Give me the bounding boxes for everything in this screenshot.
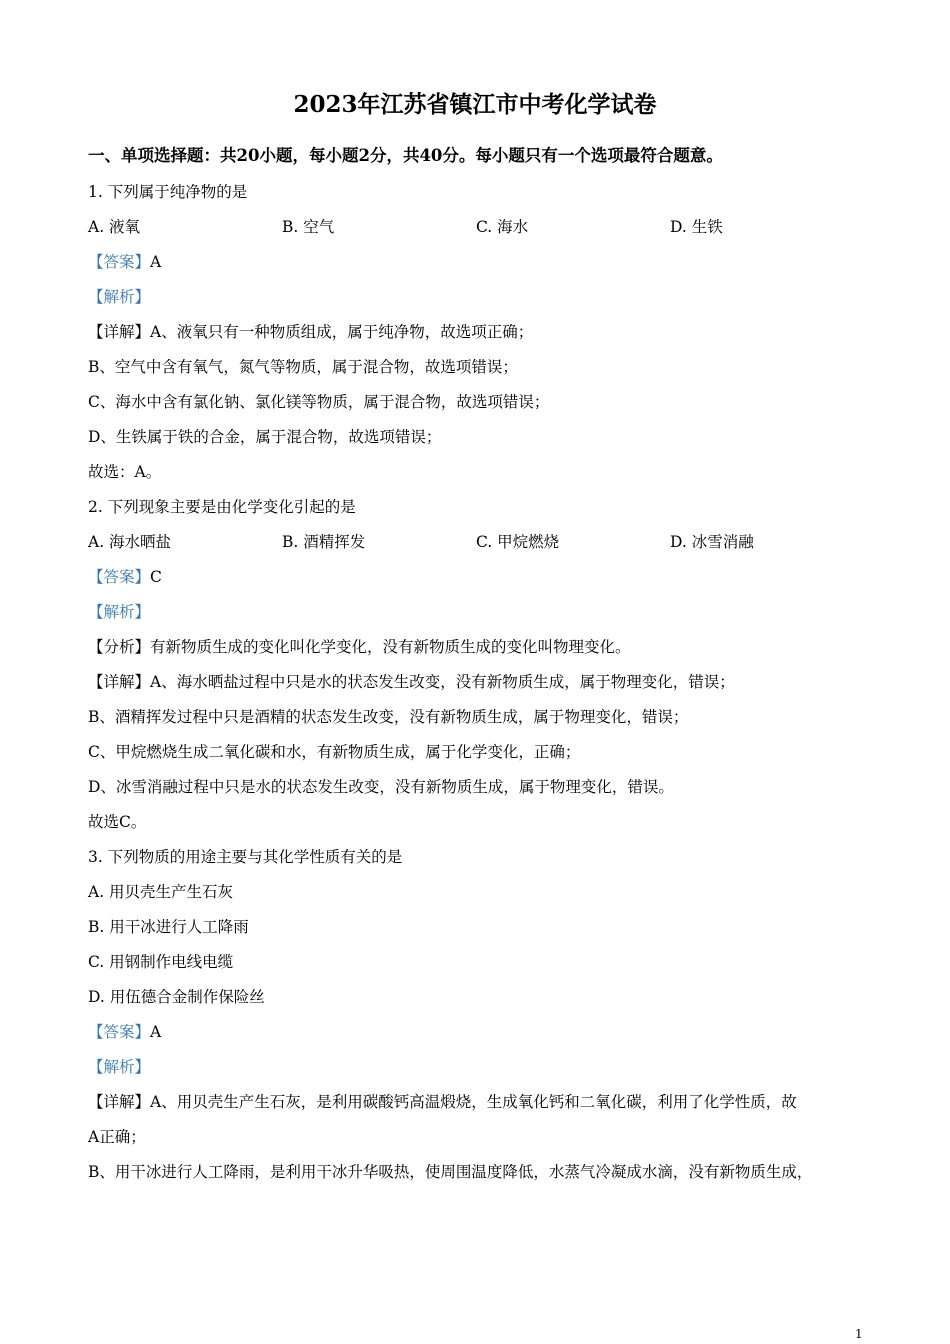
fenxi-text: 有新物质生成的变化叫化学变化，没有新物质生成的变化叫物理变化。: [150, 638, 631, 656]
q1-option-c: C. 海水: [476, 218, 529, 236]
q2-conclusion: 故选C。: [88, 813, 147, 831]
q3-option-d: D. 用伍德合金制作保险丝: [88, 988, 265, 1006]
detail-text: A、海水晒盐过程中只是水的状态发生改变，没有新物质生成，属于物理变化，错误；: [150, 673, 735, 691]
q1-detail: [88, 320, 533, 344]
q2-option-c: C. 甲烷燃烧: [476, 533, 560, 551]
q2-detail: [88, 670, 735, 694]
fenxi-tag: 【分析】: [88, 638, 151, 656]
answer-value: A: [150, 253, 162, 271]
q2-option-b: B. 酒精挥发: [282, 533, 366, 551]
q2-answer: [88, 565, 162, 589]
q1-line-b: B、空气中含有氧气，氮气等物质，属于混合物，故选项错误；: [88, 358, 518, 376]
section-heading: 一、单项选择题：共20小题，每小题2分，共40分。每小题只有一个选项最符合题意。: [88, 146, 723, 165]
answer-value: C: [150, 568, 162, 586]
q3-option-c: C. 用钢制作电线电缆: [88, 953, 234, 971]
q1-conclusion: 故选：A。: [88, 463, 162, 481]
detail-tag: 【详解】: [88, 323, 151, 341]
q3-detail: [88, 1090, 797, 1114]
q2-line-c: C、甲烷燃烧生成二氧化碳和水，有新物质生成，属于化学变化，正确；: [88, 743, 581, 761]
question-1-stem: 1. 下列属于纯净物的是: [88, 183, 248, 201]
page-title: 2023年江苏省镇江市中考化学试卷: [293, 91, 657, 118]
detail-tag: 【详解】: [88, 673, 151, 691]
q2-option-a: A. 海水晒盐: [88, 533, 172, 551]
question-2-stem: 2. 下列现象主要是由化学变化引起的是: [88, 498, 356, 516]
q1-option-a: A. 液氧: [88, 218, 141, 236]
q3-option-b: B. 用干冰进行人工降雨: [88, 918, 249, 936]
q3-analysis-tag: 【解析】: [88, 1058, 151, 1076]
q1-answer: [88, 250, 161, 274]
q2-line-b: B、酒精挥发过程中只是酒精的状态发生改变，没有新物质生成，属于物理变化，错误；: [88, 708, 689, 726]
q1-option-b: B. 空气: [282, 218, 335, 236]
detail-tag: 【详解】: [88, 1093, 151, 1111]
q1-option-d: D. 生铁: [670, 218, 723, 236]
q2-line-d: D、冰雪消融过程中只是水的状态发生改变，没有新物质生成，属于物理变化，错误。: [88, 778, 674, 796]
q2-analysis-tag: 【解析】: [88, 603, 151, 621]
answer-value: A: [150, 1023, 162, 1041]
q3-option-a: A. 用贝壳生产生石灰: [88, 883, 234, 901]
q3-line-a-cont: A正确；: [88, 1128, 146, 1146]
answer-tag: 【答案】: [88, 568, 151, 586]
answer-tag: 【答案】: [88, 253, 151, 271]
question-3-stem: 3. 下列物质的用途主要与其化学性质有关的是: [88, 848, 403, 866]
page-number: 1: [855, 1327, 863, 1341]
answer-tag: 【答案】: [88, 1023, 151, 1041]
detail-text: A、用贝壳生产生石灰，是利用碳酸钙高温煅烧，生成氧化钙和二氧化碳，利用了化学性质，故: [150, 1093, 797, 1111]
q3-answer: [88, 1020, 161, 1044]
q1-line-d: D、生铁属于铁的合金，属于混合物，故选项错误；: [88, 428, 442, 446]
q2-fenxi: [88, 635, 631, 659]
q2-option-d: D. 冰雪消融: [670, 533, 754, 551]
q1-analysis-tag: 【解析】: [88, 288, 151, 306]
q1-line-c: C、海水中含有氯化钠、氯化镁等物质，属于混合物，故选项错误；: [88, 393, 550, 411]
q3-line-b: B、用干冰进行人工降雨，是利用干冰升华吸热，使周围温度降低，水蒸气冷凝成水滴，没有新物质生成，: [88, 1163, 813, 1181]
detail-text: A、液氧只有一种物质组成，属于纯净物，故选项正确；: [150, 323, 534, 341]
